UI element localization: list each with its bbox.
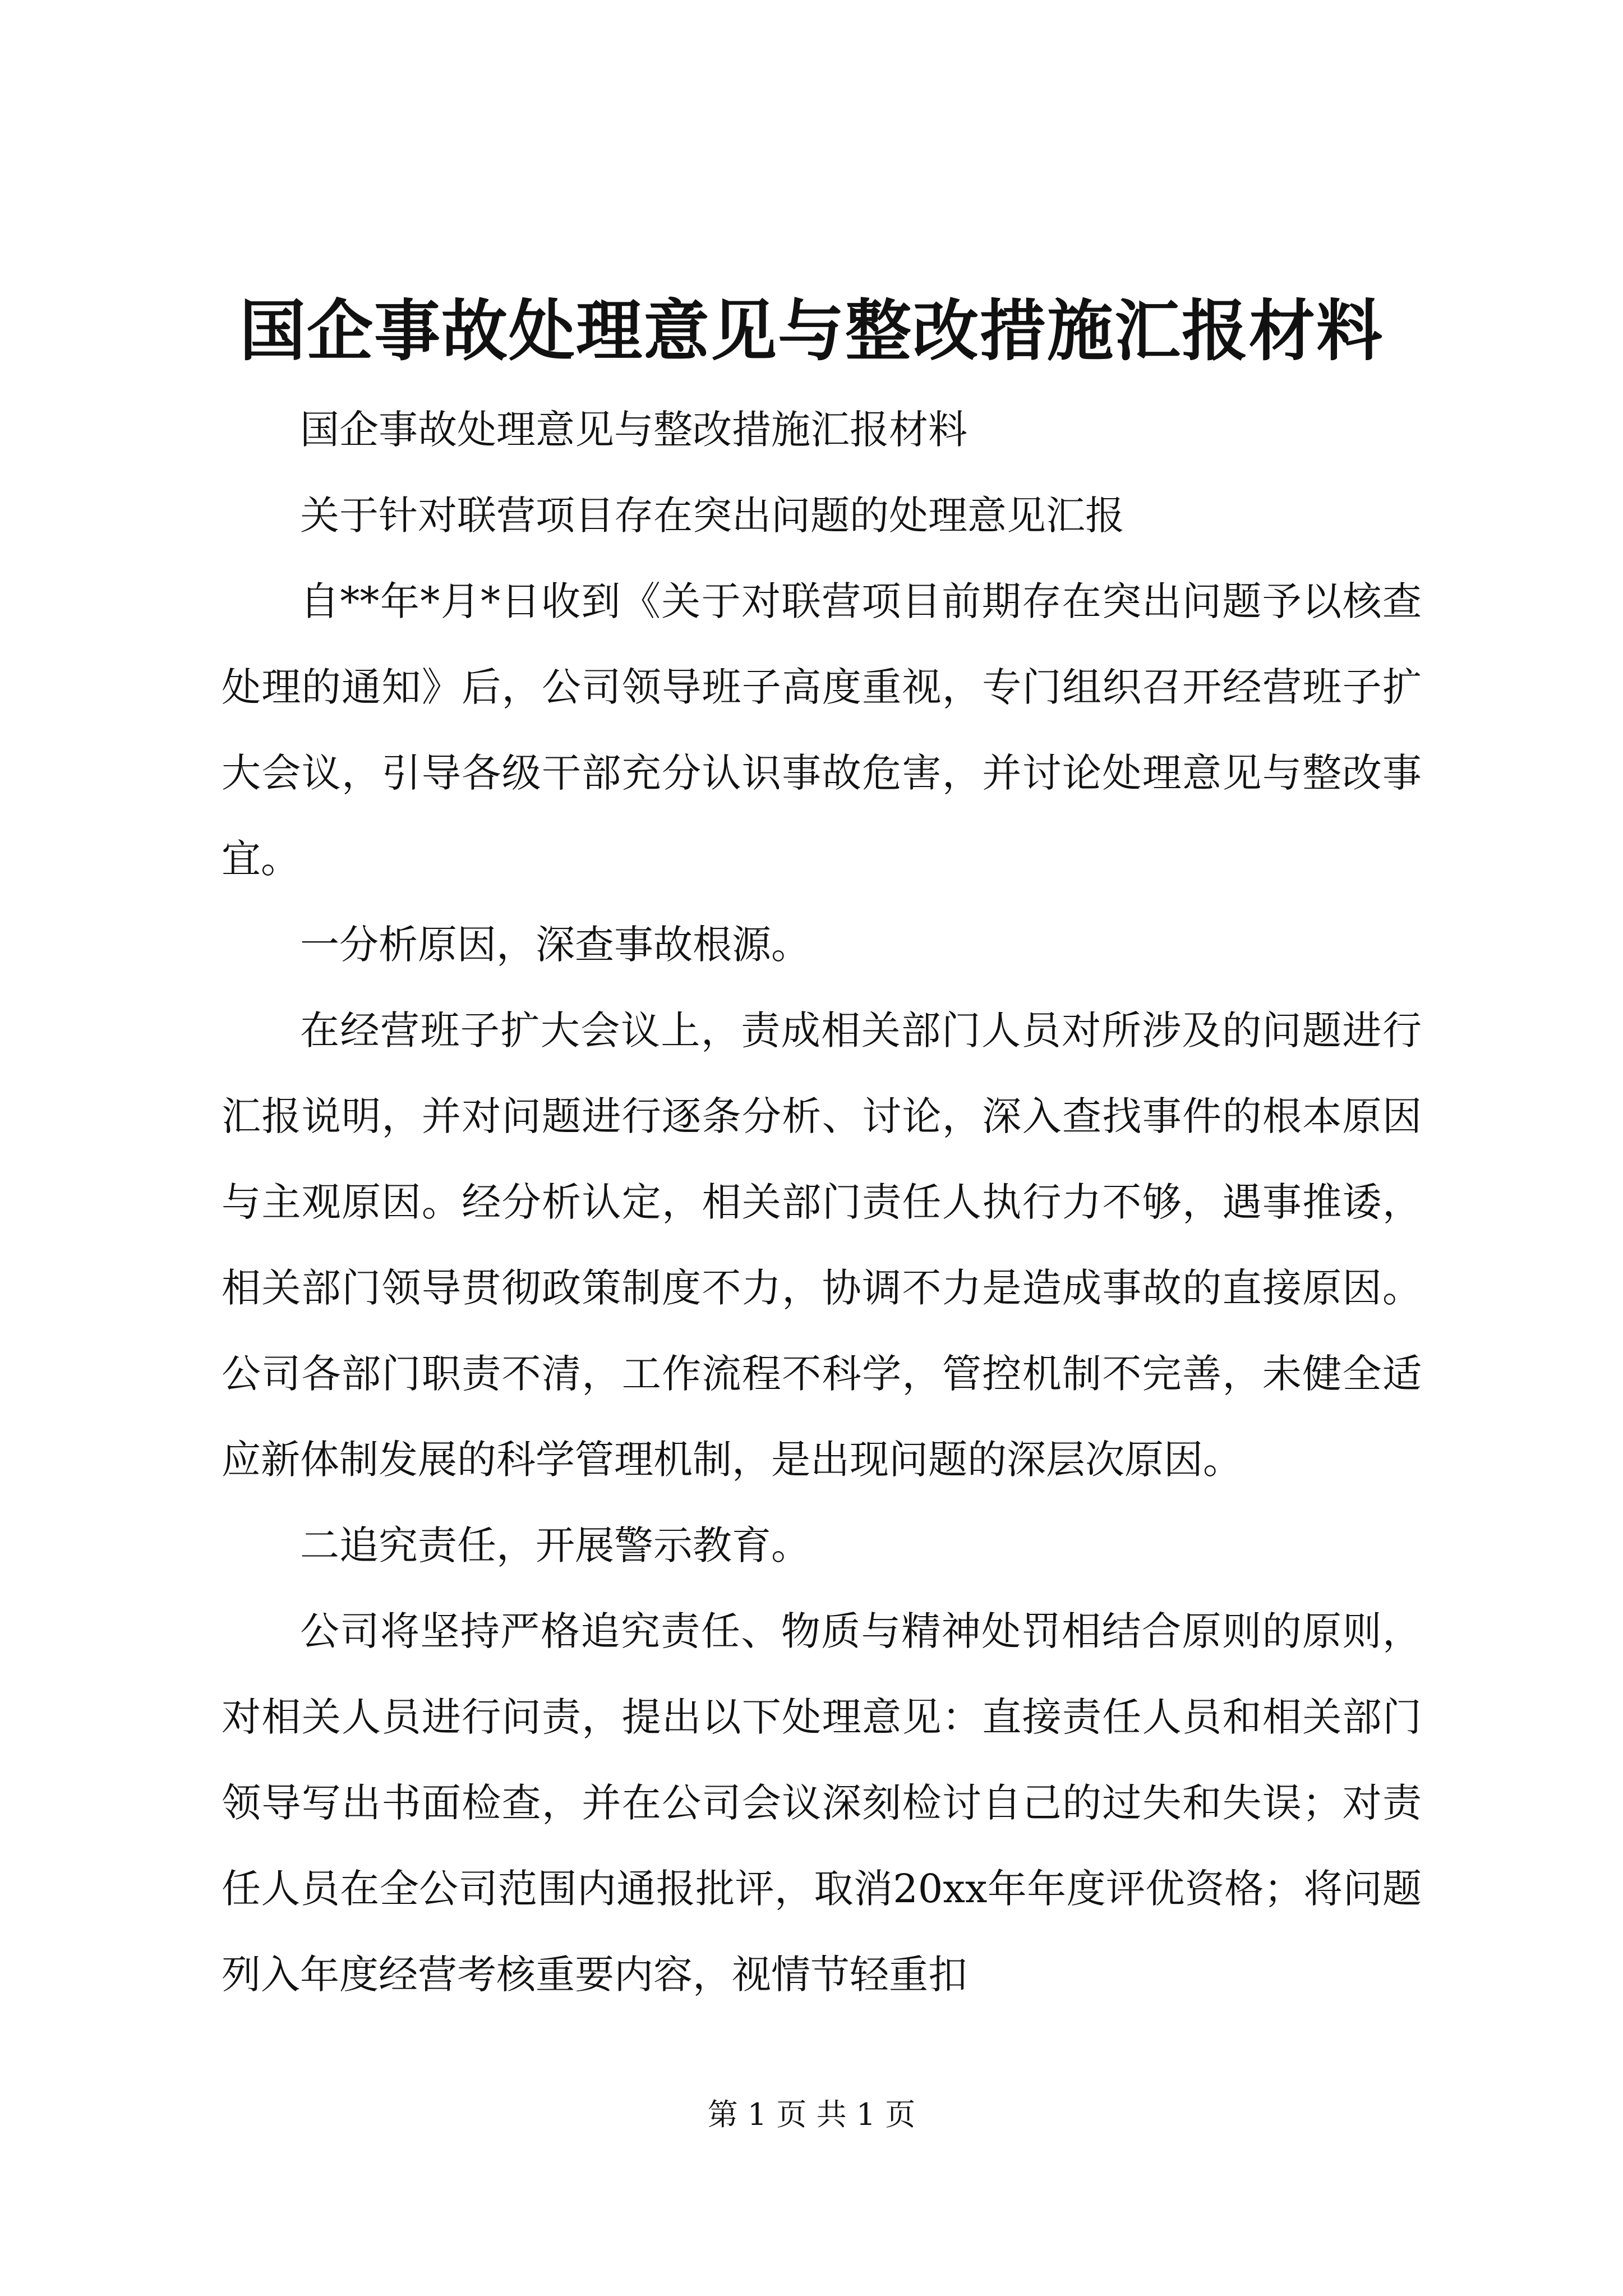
intro-paragraph: 自**年*月*日收到《关于对联营项目前期存在突出问题予以核查处理的通知》后，公司领导班子高度重视，专门组织召开经营班子扩大会议，引导各级干部充分认识事故危害，并讨论处理意见与整改事宜。 [222,578,1422,882]
analysis-paragraph: 在经营班子扩大会议上，责成相关部门人员对所涉及的问题进行汇报说明，并对问题进行逐条分析、讨论，深入查找事件的根本原因与主观原因。经分析认定，相关部门责任人执行力不够，遇事推诿，相关部门领导贯彻政策制度不力，协调不力是造成事故的直接原因。公司各部门职责不清，工作流程不科学，管控机制不完善，未健全适应新体制发展的科学管理机制，是出现问题的深层次原因。 [222,1007,1422,1483]
subtitle-paragraph: 国企事故处理意见与整改措施汇报材料 [300,407,967,453]
section-heading-2: 二追究责任，开展警示教育。 [300,1522,810,1568]
section-heading-1: 一分析原因，深查事故根源。 [300,922,810,968]
responsibility-paragraph: 公司将坚持严格追究责任、物质与精神处罚相结合原则的原则，对相关人员进行问责，提出以下处理意见：直接责任人员和相关部门领导写出书面检查，并在公司会议深刻检讨自己的过失和失误；对责任人员在全公司范围内通报批评，取消20xx年年度评优资格；将问题列入年度经营考核重要内容，视情节轻重扣 [222,1608,1422,1998]
page-number-footer: 第 1 页 共 1 页 [707,2097,916,2132]
document-body [222,387,1422,2018]
report-heading-paragraph: 关于针对联营项目存在突出问题的处理意见汇报 [300,493,1124,539]
document-title: 国企事故处理意见与整改措施汇报材料 [239,292,1384,370]
